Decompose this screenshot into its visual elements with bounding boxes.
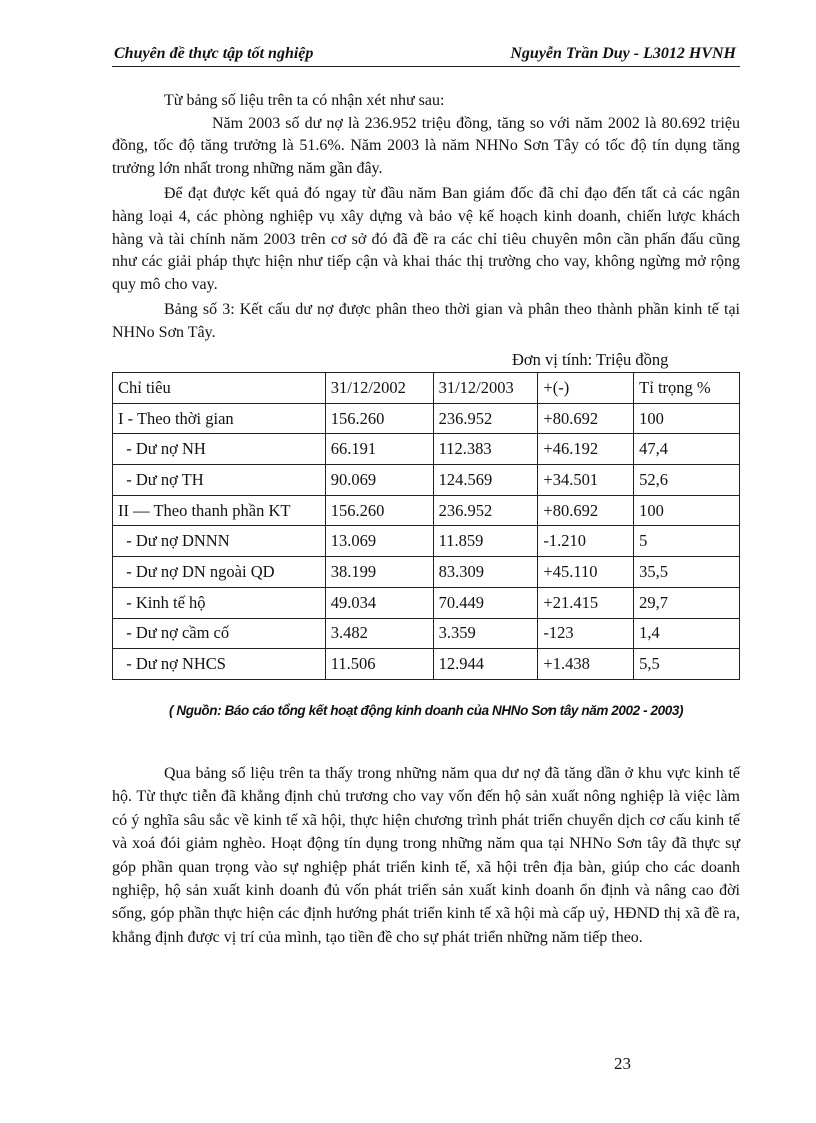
table-cell: 100 bbox=[634, 403, 740, 434]
table-row bbox=[113, 526, 740, 557]
table-header-cell: 31/12/2003 bbox=[433, 373, 538, 404]
intro-lead: Từ bảng số liệu trên ta có nhận xét như sau: bbox=[164, 92, 445, 109]
table-row bbox=[113, 649, 740, 680]
table-cell: +80.692 bbox=[538, 403, 634, 434]
table-cell: 49.034 bbox=[325, 587, 433, 618]
table-cell: 112.383 bbox=[433, 434, 538, 465]
table-header-row bbox=[113, 373, 740, 404]
header-author: Nguyễn Trần Duy - L3012 HVNH bbox=[510, 45, 736, 62]
table-cell: - Dư nợ NH bbox=[113, 434, 326, 465]
table-cell: 3.482 bbox=[325, 618, 433, 649]
table-cell: +46.192 bbox=[538, 434, 634, 465]
table-cell: +45.110 bbox=[538, 557, 634, 588]
table-cell: 124.569 bbox=[433, 465, 538, 496]
table-cell: 3.359 bbox=[433, 618, 538, 649]
table-cell: - Dư nợ TH bbox=[113, 465, 326, 496]
table-unit-label: Đơn vị tính: Triệu đồng bbox=[512, 350, 669, 369]
table-header-cell: 31/12/2002 bbox=[325, 373, 433, 404]
table-cell: - Dư nợ NHCS bbox=[113, 649, 326, 680]
table-cell: 5,5 bbox=[634, 649, 740, 680]
table-cell: - Kinh tế hộ bbox=[113, 587, 326, 618]
table-cell: -1.210 bbox=[538, 526, 634, 557]
table-caption: Bảng số 3: Kết cấu dư nợ được phân theo thời gian và phân theo thành phần kinh tế tại NHNo Sơn Tây. bbox=[112, 301, 740, 341]
table-cell: - Dư nợ DN ngoài QD bbox=[113, 557, 326, 588]
page-header bbox=[112, 44, 740, 67]
table-header-cell: +(-) bbox=[538, 373, 634, 404]
table-row bbox=[113, 587, 740, 618]
intro-section bbox=[112, 90, 740, 345]
table-cell: 11.506 bbox=[325, 649, 433, 680]
table-cell: - Dư nợ cầm cố bbox=[113, 618, 326, 649]
debt-structure-table bbox=[112, 372, 740, 680]
table-cell: +1.438 bbox=[538, 649, 634, 680]
page-number: 23 bbox=[614, 1054, 631, 1073]
table-cell: 156.260 bbox=[325, 403, 433, 434]
table-row bbox=[113, 495, 740, 526]
table-cell: 70.449 bbox=[433, 587, 538, 618]
table-cell: 38.199 bbox=[325, 557, 433, 588]
table-cell: +34.501 bbox=[538, 465, 634, 496]
table-row bbox=[113, 618, 740, 649]
table-cell: +80.692 bbox=[538, 495, 634, 526]
table-cell: 52,6 bbox=[634, 465, 740, 496]
conclusion-section bbox=[112, 762, 740, 949]
table-cell: 29,7 bbox=[634, 587, 740, 618]
table-header-cell: Chỉ tiêu bbox=[113, 373, 326, 404]
table-cell: I - Theo thời gian bbox=[113, 403, 326, 434]
table-cell: 156.260 bbox=[325, 495, 433, 526]
conclusion-paragraph: Qua bảng số liệu trên ta thấy trong những năm qua dư nợ đã tăng dần ở khu vực kinh tế hộ. Từ thực tiễn đã khẳng định chủ trương cho vay vốn đến hộ sản xuất nông nghiệp là việc làm có ý nghĩa sâu sắc về kinh tế xã hội, thực hiện chương trình phát triển chuyển dịch cơ cấu kinh tế và xoá đói giảm nghèo. Hoạt động tín dụng trong những năm qua tại NHNo Sơn tây đã thực sự góp phần quan trọng vào sự nghiệp phát triển kinh tế, xã hội trên địa bàn, giúp cho các doanh nghiệp, hộ sản xuất kinh doanh đủ vốn phát triển sản xuất kinh doanh ổn định và nâng cao đời sống, góp phần thực hiện các định hướng phát triển kinh tế xã hội mà cấp uỷ, HĐND thị xã đề ra, khẳng định được vị trí của mình, tạo tiền đề cho sự phát triển những năm tiếp theo. bbox=[112, 765, 740, 946]
table-cell: 1,4 bbox=[634, 618, 740, 649]
table-row bbox=[113, 557, 740, 588]
table-cell: 35,5 bbox=[634, 557, 740, 588]
table-cell: 66.191 bbox=[325, 434, 433, 465]
table-cell: 13.069 bbox=[325, 526, 433, 557]
table-cell: +21.415 bbox=[538, 587, 634, 618]
table-cell: 236.952 bbox=[433, 403, 538, 434]
table-cell: - Dư nợ DNNN bbox=[113, 526, 326, 557]
table-cell: 90.069 bbox=[325, 465, 433, 496]
table-cell: 5 bbox=[634, 526, 740, 557]
table-cell: 12.944 bbox=[433, 649, 538, 680]
table-cell: 83.309 bbox=[433, 557, 538, 588]
table-cell: II — Theo thanh phần KT bbox=[113, 495, 326, 526]
table-row bbox=[113, 465, 740, 496]
table-cell: 100 bbox=[634, 495, 740, 526]
intro-paragraph-1: Năm 2003 số dư nợ là 236.952 triệu đồng, tăng so với năm 2002 là 80.692 triệu đồng, tốc độ tăng trưởng là 51.6%. Năm 2003 là năm NHNo Sơn Tây có tốc độ tín dụng tăng trưởng lớn nhất trong những năm gần đây. bbox=[112, 114, 740, 177]
table-cell: 47,4 bbox=[634, 434, 740, 465]
table-source-note: ( Nguồn: Báo cáo tổng kết hoạt động kinh doanh của NHNo Sơn tây năm 2002 - 2003) bbox=[168, 703, 684, 718]
table-row bbox=[113, 403, 740, 434]
intro-paragraph-2: Để đạt được kết quả đó ngay từ đầu năm Ban giám đốc đã chỉ đạo đến tất cả các ngân hàng loại 4, các phòng nghiệp vụ xây dựng và bảo vệ kế hoạch kinh doanh, chiến lược khách hàng và tài chính năm 2003 trên cơ sở đó đã đề ra các chỉ tiêu chuyên môn cần phấn đấu cũng như các giải pháp thực hiện như tiếp cận và khai thác thị trường cho vay, không ngừng mở rộng quy mô cho vay. bbox=[112, 185, 740, 293]
header-document-type: Chuyên đề thực tập tốt nghiệp bbox=[114, 45, 314, 62]
table-row bbox=[113, 434, 740, 465]
table-cell: -123 bbox=[538, 618, 634, 649]
table-header-cell: Tỉ trọng % bbox=[634, 373, 740, 404]
table-cell: 236.952 bbox=[433, 495, 538, 526]
table-cell: 11.859 bbox=[433, 526, 538, 557]
